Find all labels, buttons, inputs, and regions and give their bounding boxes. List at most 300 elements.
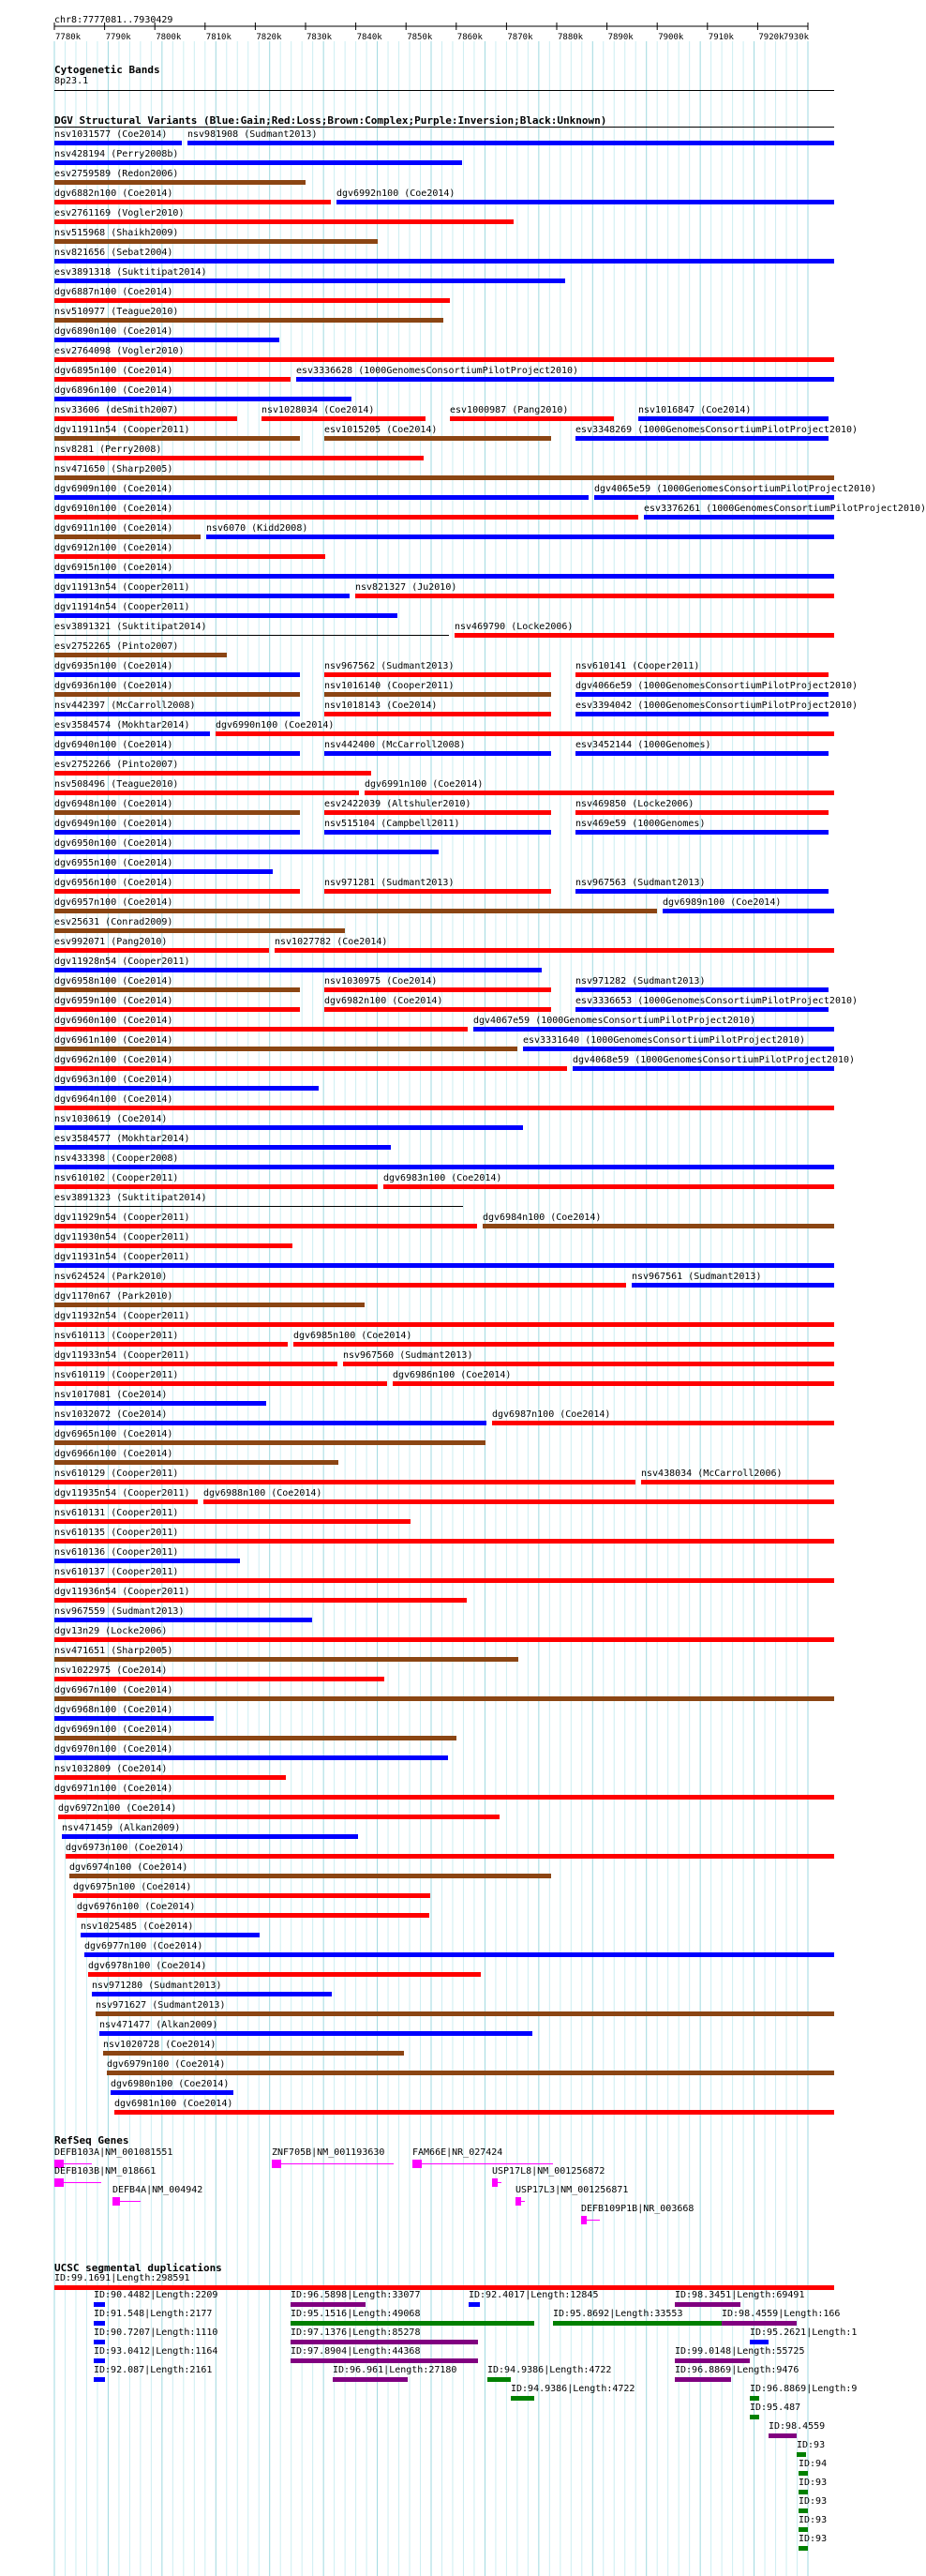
sv-bar[interactable]: [455, 633, 834, 638]
sv-label[interactable]: esv2761169 (Vogler2010): [54, 208, 185, 218]
sv-bar[interactable]: [54, 1578, 834, 1583]
sv-bar[interactable]: [54, 810, 300, 815]
sv-bar[interactable]: [54, 1106, 834, 1110]
sv-bar[interactable]: [575, 692, 829, 697]
segdup-bar[interactable]: [769, 2433, 797, 2438]
sv-bar[interactable]: [275, 948, 834, 953]
sv-label[interactable]: nsv981908 (Sudmant2013): [187, 129, 318, 140]
sv-bar[interactable]: [54, 1066, 567, 1071]
sv-bar[interactable]: [54, 456, 424, 460]
sv-label[interactable]: nsv508496 (Teague2010): [54, 779, 179, 790]
sv-bar[interactable]: [54, 495, 589, 500]
sv-bar[interactable]: [575, 1007, 829, 1012]
sv-bar[interactable]: [632, 1283, 834, 1288]
sv-label[interactable]: esv3891321 (Suktitipat2014): [54, 622, 207, 632]
sv-label[interactable]: dgv6990n100 (Coe2014): [216, 720, 335, 731]
sv-label[interactable]: nsv967560 (Sudmant2013): [343, 1350, 473, 1361]
sv-label[interactable]: dgv6964n100 (Coe2014): [54, 1094, 173, 1105]
sv-label[interactable]: dgv6978n100 (Coe2014): [88, 1961, 207, 1971]
sv-label[interactable]: dgv6968n100 (Coe2014): [54, 1705, 173, 1715]
sv-bar[interactable]: [663, 909, 834, 913]
sv-bar[interactable]: [54, 1716, 214, 1721]
segdup-bar[interactable]: [511, 2396, 534, 2401]
sv-bar[interactable]: [54, 1598, 467, 1603]
sv-bar[interactable]: [54, 397, 351, 401]
sv-bar[interactable]: [54, 987, 300, 992]
sv-bar[interactable]: [54, 1381, 387, 1386]
sv-bar[interactable]: [324, 810, 551, 815]
sv-label[interactable]: nsv610119 (Cooper2011): [54, 1370, 179, 1380]
sv-label[interactable]: dgv6980n100 (Coe2014): [111, 2079, 230, 2089]
gene-exon[interactable]: [54, 2178, 64, 2187]
sv-label[interactable]: nsv610141 (Cooper2011): [575, 661, 700, 671]
sv-bar[interactable]: [54, 1206, 463, 1207]
gene-exon[interactable]: [112, 2197, 120, 2206]
gene-exon[interactable]: [492, 2178, 498, 2187]
sv-bar[interactable]: [54, 1125, 523, 1130]
segdup-bar[interactable]: [94, 2377, 105, 2382]
sv-label[interactable]: dgv6950n100 (Coe2014): [54, 838, 173, 849]
segdup-label[interactable]: ID:97.8904|Length:44368: [291, 2346, 421, 2357]
sv-label[interactable]: nsv1016140 (Cooper2011): [324, 681, 455, 691]
sv-bar[interactable]: [641, 1480, 834, 1484]
sv-bar[interactable]: [54, 594, 350, 598]
sv-bar[interactable]: [54, 1755, 448, 1760]
segdup-label[interactable]: ID:97.1376|Length:85278: [291, 2327, 421, 2338]
sv-bar[interactable]: [54, 653, 227, 657]
segdup-bar[interactable]: [333, 2377, 408, 2382]
sv-bar[interactable]: [573, 1066, 834, 1071]
sv-label[interactable]: nsv1027782 (Coe2014): [275, 937, 388, 947]
sv-label[interactable]: nsv610136 (Cooper2011): [54, 1547, 179, 1558]
segdup-bar[interactable]: [487, 2377, 511, 2382]
sv-bar[interactable]: [54, 475, 834, 480]
sv-bar[interactable]: [54, 928, 345, 933]
sv-bar[interactable]: [54, 1775, 286, 1780]
sv-bar[interactable]: [54, 535, 201, 539]
sv-bar[interactable]: [54, 1657, 518, 1662]
segdup-label[interactable]: ID:99.0148|Length:55725: [675, 2346, 805, 2357]
segdup-label[interactable]: ID:95.487: [750, 2403, 801, 2413]
sv-label[interactable]: dgv11928n54 (Cooper2011): [54, 957, 190, 967]
sv-label[interactable]: nsv1016847 (Coe2014): [638, 405, 752, 415]
sv-bar[interactable]: [523, 1047, 834, 1051]
segdup-label[interactable]: ID:92.4017|Length:12845: [469, 2290, 599, 2300]
sv-bar[interactable]: [54, 948, 269, 953]
sv-bar[interactable]: [393, 1381, 834, 1386]
sv-bar[interactable]: [54, 1499, 198, 1504]
sv-label[interactable]: esv2764098 (Vogler2010): [54, 346, 185, 356]
sv-bar[interactable]: [54, 1283, 626, 1288]
sv-bar[interactable]: [54, 1027, 468, 1032]
sv-label[interactable]: nsv1028034 (Coe2014): [261, 405, 375, 415]
sv-label[interactable]: esv3348269 (1000GenomesConsortiumPilotProject2010): [575, 425, 859, 435]
sv-label[interactable]: esv3331640 (1000GenomesConsortiumPilotProject2010): [523, 1035, 806, 1046]
sv-label[interactable]: dgv6985n100 (Coe2014): [293, 1331, 412, 1341]
sv-bar[interactable]: [483, 1224, 834, 1228]
sv-bar[interactable]: [54, 180, 306, 185]
sv-bar[interactable]: [54, 1440, 485, 1445]
sv-bar[interactable]: [324, 672, 551, 677]
sv-label[interactable]: dgv1170n67 (Park2010): [54, 1291, 173, 1302]
sv-bar[interactable]: [54, 160, 462, 165]
segdup-bar[interactable]: [722, 2321, 797, 2326]
sv-bar[interactable]: [54, 909, 657, 913]
sv-bar[interactable]: [103, 2051, 404, 2056]
sv-label[interactable]: dgv6959n100 (Coe2014): [54, 996, 173, 1006]
sv-bar[interactable]: [84, 1952, 834, 1957]
sv-label[interactable]: nsv967559 (Sudmant2013): [54, 1606, 185, 1617]
sv-label[interactable]: dgv6957n100 (Coe2014): [54, 897, 173, 908]
sv-label[interactable]: dgv6986n100 (Coe2014): [393, 1370, 512, 1380]
segdup-label[interactable]: ID:93: [799, 2534, 828, 2544]
segdup-label[interactable]: ID:94.9386|Length:4722: [511, 2384, 635, 2394]
sv-label[interactable]: nsv610113 (Cooper2011): [54, 1331, 179, 1341]
sv-label[interactable]: nsv967562 (Sudmant2013): [324, 661, 455, 671]
sv-bar[interactable]: [575, 751, 829, 756]
sv-label[interactable]: esv3891318 (Suktitipat2014): [54, 267, 207, 278]
segdup-label[interactable]: ID:96.5898|Length:33077: [291, 2290, 421, 2300]
sv-label[interactable]: nsv442400 (McCarroll2008): [324, 740, 466, 750]
sv-label[interactable]: esv1000987 (Pang2010): [450, 405, 569, 415]
sv-label[interactable]: dgv6966n100 (Coe2014): [54, 1449, 173, 1459]
sv-bar[interactable]: [450, 416, 614, 421]
sv-bar[interactable]: [66, 1854, 834, 1859]
sv-label[interactable]: nsv610102 (Cooper2011): [54, 1173, 179, 1183]
sv-bar[interactable]: [575, 987, 829, 992]
segdup-label[interactable]: ID:96.961|Length:27180: [333, 2365, 457, 2375]
sv-label[interactable]: nsv1031577 (Coe2014): [54, 129, 168, 140]
sv-label[interactable]: dgv6989n100 (Coe2014): [663, 897, 782, 908]
sv-bar[interactable]: [54, 1677, 384, 1681]
segdup-label[interactable]: ID:96.8869|Length:9: [750, 2384, 858, 2394]
sv-bar[interactable]: [54, 1696, 834, 1701]
sv-label[interactable]: esv2759589 (Redon2006): [54, 169, 179, 179]
segdup-bar[interactable]: [750, 2396, 759, 2401]
sv-label[interactable]: dgv6976n100 (Coe2014): [77, 1902, 196, 1912]
segdup-bar[interactable]: [750, 2340, 769, 2344]
segdup-label[interactable]: ID:94: [799, 2459, 828, 2469]
segdup-label[interactable]: ID:98.4559|Length:166: [722, 2309, 841, 2319]
sv-label[interactable]: dgv11932n54 (Cooper2011): [54, 1311, 190, 1321]
sv-bar[interactable]: [107, 2071, 834, 2075]
sv-label[interactable]: nsv510977 (Teague2010): [54, 307, 179, 317]
sv-label[interactable]: dgv4065e59 (1000GenomesConsortiumPilotProject2010): [594, 484, 877, 494]
sv-bar[interactable]: [575, 712, 829, 716]
sv-label[interactable]: dgv6958n100 (Coe2014): [54, 976, 173, 987]
sv-bar[interactable]: [54, 1322, 834, 1327]
sv-bar[interactable]: [54, 1342, 288, 1347]
segdup-bar[interactable]: [94, 2302, 105, 2307]
sv-label[interactable]: esv992071 (Pang2010): [54, 937, 168, 947]
sv-label[interactable]: nsv1032072 (Coe2014): [54, 1409, 168, 1420]
sv-label[interactable]: dgv6896n100 (Coe2014): [54, 385, 173, 396]
sv-label[interactable]: nsv967563 (Sudmant2013): [575, 878, 706, 888]
segdup-bar[interactable]: [750, 2415, 759, 2419]
gene-label[interactable]: DEFB109P1B|NR_003668: [581, 2204, 694, 2214]
segdup-label[interactable]: ID:94.9386|Length:4722: [487, 2365, 612, 2375]
sv-bar[interactable]: [111, 2090, 233, 2095]
sv-label[interactable]: dgv4067e59 (1000GenomesConsortiumPilotProject2010): [473, 1016, 756, 1026]
gene-label[interactable]: ZNF705B|NM_001193630: [272, 2147, 385, 2158]
segdup-label[interactable]: ID:90.7207|Length:1110: [94, 2327, 218, 2338]
sv-label[interactable]: nsv821327 (Ju2010): [355, 582, 457, 593]
sv-label[interactable]: nsv971627 (Sudmant2013): [96, 2000, 226, 2011]
sv-bar[interactable]: [575, 810, 829, 815]
sv-bar[interactable]: [216, 731, 834, 736]
sv-bar[interactable]: [54, 1539, 834, 1544]
segdup-bar[interactable]: [799, 2471, 808, 2476]
segdup-label[interactable]: ID:93: [799, 2515, 828, 2525]
sv-label[interactable]: nsv1025485 (Coe2014): [81, 1921, 194, 1932]
sv-bar[interactable]: [99, 2031, 532, 2036]
sv-bar[interactable]: [54, 968, 542, 972]
segdup-bar[interactable]: [799, 2546, 808, 2551]
sv-label[interactable]: dgv6988n100 (Coe2014): [203, 1488, 322, 1499]
segdup-bar[interactable]: [553, 2321, 740, 2326]
segdup-bar[interactable]: [469, 2302, 480, 2307]
sv-bar[interactable]: [54, 1480, 635, 1484]
segdup-bar[interactable]: [797, 2452, 806, 2457]
sv-bar[interactable]: [54, 554, 325, 559]
sv-label[interactable]: nsv971280 (Sudmant2013): [92, 1981, 222, 1991]
sv-label[interactable]: dgv11911n54 (Cooper2011): [54, 425, 190, 435]
sv-label[interactable]: dgv6972n100 (Coe2014): [58, 1803, 177, 1814]
sv-label[interactable]: dgv11931n54 (Cooper2011): [54, 1252, 190, 1262]
sv-label[interactable]: nsv433398 (Cooper2008): [54, 1153, 179, 1164]
segdup-bar[interactable]: [799, 2508, 808, 2513]
sv-label[interactable]: dgv6895n100 (Coe2014): [54, 366, 173, 376]
sv-label[interactable]: esv3891323 (Suktitipat2014): [54, 1193, 207, 1203]
sv-label[interactable]: nsv610129 (Cooper2011): [54, 1469, 179, 1479]
sv-label[interactable]: nsv821656 (Sebat2004): [54, 248, 173, 258]
sv-bar[interactable]: [54, 635, 449, 636]
sv-label[interactable]: dgv6948n100 (Coe2014): [54, 799, 173, 809]
sv-label[interactable]: esv2752266 (Pinto2007): [54, 760, 179, 770]
sv-label[interactable]: dgv6977n100 (Coe2014): [84, 1941, 203, 1951]
sv-label[interactable]: dgv6983n100 (Coe2014): [383, 1173, 502, 1183]
sv-label[interactable]: dgv6967n100 (Coe2014): [54, 1685, 173, 1695]
sv-bar[interactable]: [324, 712, 551, 716]
sv-label[interactable]: nsv442397 (McCarroll2008): [54, 700, 196, 711]
segdup-bar[interactable]: [675, 2302, 740, 2307]
sv-bar[interactable]: [54, 1145, 391, 1150]
segdup-label[interactable]: ID:91.548|Length:2177: [94, 2309, 213, 2319]
sv-bar[interactable]: [492, 1421, 834, 1425]
sv-label[interactable]: dgv6960n100 (Coe2014): [54, 1016, 173, 1026]
sv-bar[interactable]: [77, 1913, 429, 1918]
segdup-bar[interactable]: [291, 2302, 366, 2307]
segdup-bar[interactable]: [675, 2377, 731, 2382]
sv-bar[interactable]: [54, 1243, 292, 1248]
sv-bar[interactable]: [73, 1893, 430, 1898]
segdup-bar[interactable]: [94, 2340, 105, 2344]
gene-exon[interactable]: [581, 2216, 587, 2224]
sv-label[interactable]: esv2752265 (Pinto2007): [54, 641, 179, 652]
sv-bar[interactable]: [54, 731, 210, 736]
segdup-bar[interactable]: [94, 2321, 105, 2326]
sv-label[interactable]: dgv6962n100 (Coe2014): [54, 1055, 173, 1065]
sv-label[interactable]: nsv610131 (Cooper2011): [54, 1508, 179, 1518]
sv-label[interactable]: esv3584574 (Mokhtar2014): [54, 720, 190, 731]
sv-label[interactable]: dgv6912n100 (Coe2014): [54, 543, 173, 553]
sv-bar[interactable]: [365, 791, 834, 795]
sv-label[interactable]: dgv6949n100 (Coe2014): [54, 819, 173, 829]
sv-bar[interactable]: [54, 259, 834, 264]
sv-label[interactable]: dgv6991n100 (Coe2014): [365, 779, 484, 790]
sv-bar[interactable]: [54, 1047, 517, 1051]
sv-bar[interactable]: [54, 200, 331, 204]
sv-bar[interactable]: [54, 751, 300, 756]
sv-bar[interactable]: [54, 141, 182, 145]
sv-bar[interactable]: [296, 377, 834, 382]
sv-label[interactable]: dgv6965n100 (Coe2014): [54, 1429, 173, 1439]
segdup-label[interactable]: ID:93.0412|Length:1164: [94, 2346, 218, 2357]
sv-label[interactable]: nsv1020728 (Coe2014): [103, 2040, 217, 2050]
sv-bar[interactable]: [383, 1184, 834, 1189]
sv-label[interactable]: dgv6936n100 (Coe2014): [54, 681, 173, 691]
sv-label[interactable]: nsv624524 (Park2010): [54, 1272, 168, 1282]
sv-bar[interactable]: [114, 2110, 834, 2115]
sv-label[interactable]: nsv471477 (Alkan2009): [99, 2020, 218, 2030]
segdup-label[interactable]: ID:92.087|Length:2161: [94, 2365, 213, 2375]
sv-bar[interactable]: [54, 515, 638, 520]
sv-label[interactable]: dgv11935n54 (Cooper2011): [54, 1488, 190, 1499]
sv-bar[interactable]: [473, 1027, 834, 1032]
sv-bar[interactable]: [54, 1401, 266, 1406]
sv-label[interactable]: dgv6955n100 (Coe2014): [54, 858, 173, 868]
sv-label[interactable]: dgv6911n100 (Coe2014): [54, 523, 173, 534]
segdup-label[interactable]: ID:99.1691|Length:298591: [54, 2273, 190, 2283]
sv-bar[interactable]: [54, 869, 273, 874]
sv-label[interactable]: dgv6982n100 (Coe2014): [324, 996, 443, 1006]
sv-label[interactable]: nsv515104 (Campbell2011): [324, 819, 460, 829]
sv-bar[interactable]: [261, 416, 426, 421]
sv-label[interactable]: nsv1032809 (Coe2014): [54, 1764, 168, 1774]
sv-label[interactable]: esv3376261 (1000GenomesConsortiumPilotProject2010): [644, 504, 926, 514]
sv-label[interactable]: esv3394042 (1000GenomesConsortiumPilotProject2010): [575, 700, 859, 711]
sv-bar[interactable]: [343, 1362, 834, 1366]
sv-bar[interactable]: [69, 1874, 551, 1878]
sv-bar[interactable]: [324, 830, 551, 835]
sv-bar[interactable]: [96, 2011, 834, 2016]
sv-label[interactable]: dgv13n29 (Locke2006): [54, 1626, 168, 1636]
sv-label[interactable]: nsv6070 (Kidd2008): [206, 523, 308, 534]
segdup-bar[interactable]: [291, 2321, 534, 2326]
sv-label[interactable]: nsv971282 (Sudmant2013): [575, 976, 706, 987]
sv-label[interactable]: dgv6909n100 (Coe2014): [54, 484, 173, 494]
sv-bar[interactable]: [54, 1303, 365, 1307]
gene-label[interactable]: DEFB103A|NM_001081551: [54, 2147, 173, 2158]
sv-label[interactable]: nsv471650 (Sharp2005): [54, 464, 173, 475]
gene-exon[interactable]: [412, 2160, 422, 2168]
sv-label[interactable]: nsv610135 (Cooper2011): [54, 1528, 179, 1538]
sv-label[interactable]: nsv471459 (Alkan2009): [62, 1823, 181, 1833]
sv-bar[interactable]: [293, 1342, 834, 1347]
sv-bar[interactable]: [81, 1933, 260, 1937]
sv-bar[interactable]: [54, 672, 300, 677]
sv-label[interactable]: dgv6935n100 (Coe2014): [54, 661, 173, 671]
sv-label[interactable]: nsv471651 (Sharp2005): [54, 1646, 173, 1656]
sv-bar[interactable]: [92, 1992, 332, 1996]
sv-label[interactable]: dgv11914n54 (Cooper2011): [54, 602, 190, 612]
sv-label[interactable]: dgv6984n100 (Coe2014): [483, 1213, 602, 1223]
segdup-label[interactable]: ID:90.4482|Length:2209: [94, 2290, 218, 2300]
sv-label[interactable]: esv3336653 (1000GenomesConsortiumPilotProject2010): [575, 996, 859, 1006]
sv-label[interactable]: esv2422039 (Altshuler2010): [324, 799, 471, 809]
segdup-label[interactable]: ID:93: [799, 2478, 828, 2488]
sv-bar[interactable]: [54, 416, 237, 421]
sv-bar[interactable]: [54, 239, 378, 244]
sv-label[interactable]: dgv6956n100 (Coe2014): [54, 878, 173, 888]
sv-label[interactable]: dgv11933n54 (Cooper2011): [54, 1350, 190, 1361]
sv-label[interactable]: dgv6975n100 (Coe2014): [73, 1882, 192, 1892]
sv-bar[interactable]: [54, 338, 279, 342]
sv-bar[interactable]: [54, 1086, 319, 1091]
gene-label[interactable]: DEFB103B|NM_018661: [54, 2166, 157, 2177]
sv-bar[interactable]: [54, 279, 565, 283]
sv-label[interactable]: nsv8281 (Perry2008): [54, 444, 162, 455]
segdup-bar[interactable]: [291, 2340, 478, 2344]
sv-bar[interactable]: [324, 987, 551, 992]
gene-label[interactable]: DEFB4A|NM_004942: [112, 2185, 203, 2195]
sv-label[interactable]: dgv6910n100 (Coe2014): [54, 504, 173, 514]
sv-bar[interactable]: [336, 200, 834, 204]
sv-bar[interactable]: [324, 889, 551, 894]
sv-bar[interactable]: [594, 495, 834, 500]
sv-label[interactable]: dgv6890n100 (Coe2014): [54, 326, 173, 337]
sv-label[interactable]: dgv11929n54 (Cooper2011): [54, 1213, 190, 1223]
sv-bar[interactable]: [54, 298, 450, 303]
sv-label[interactable]: dgv6973n100 (Coe2014): [66, 1843, 185, 1853]
sv-bar[interactable]: [54, 1165, 834, 1169]
segdup-label[interactable]: ID:95.1516|Length:49068: [291, 2309, 421, 2319]
sv-label[interactable]: dgv6969n100 (Coe2014): [54, 1725, 173, 1735]
sv-label[interactable]: nsv469e59 (1000Genomes): [575, 819, 706, 829]
sv-bar[interactable]: [54, 1559, 240, 1563]
sv-label[interactable]: nsv1017081 (Coe2014): [54, 1390, 168, 1400]
segdup-label[interactable]: ID:95.2621|Length:1: [750, 2327, 858, 2338]
sv-bar[interactable]: [324, 1007, 551, 1012]
sv-label[interactable]: dgv6882n100 (Coe2014): [54, 188, 173, 199]
sv-bar[interactable]: [206, 535, 834, 539]
sv-bar[interactable]: [54, 613, 397, 618]
sv-label[interactable]: dgv6940n100 (Coe2014): [54, 740, 173, 750]
sv-bar[interactable]: [54, 1795, 834, 1800]
sv-bar[interactable]: [54, 1184, 378, 1189]
sv-label[interactable]: dgv6971n100 (Coe2014): [54, 1784, 173, 1794]
sv-label[interactable]: nsv515968 (Shaikh2009): [54, 228, 179, 238]
gene-label[interactable]: FAM66E|NR_027424: [412, 2147, 503, 2158]
segdup-bar[interactable]: [799, 2490, 808, 2494]
sv-bar[interactable]: [58, 1815, 500, 1819]
sv-bar[interactable]: [54, 436, 300, 441]
sv-label[interactable]: nsv1022975 (Coe2014): [54, 1665, 168, 1676]
sv-bar[interactable]: [324, 692, 551, 697]
sv-label[interactable]: dgv6963n100 (Coe2014): [54, 1075, 173, 1085]
segdup-bar[interactable]: [94, 2358, 105, 2363]
sv-bar[interactable]: [54, 850, 439, 854]
sv-label[interactable]: esv1015205 (Coe2014): [324, 425, 438, 435]
sv-bar[interactable]: [644, 515, 834, 520]
gene-label[interactable]: USP17L3|NM_001256871: [515, 2185, 629, 2195]
sv-bar[interactable]: [54, 712, 300, 716]
gene-exon[interactable]: [272, 2160, 281, 2168]
gene-exon[interactable]: [515, 2197, 521, 2206]
sv-bar[interactable]: [54, 1736, 456, 1740]
sv-bar[interactable]: [54, 830, 300, 835]
sv-label[interactable]: dgv11930n54 (Cooper2011): [54, 1232, 190, 1243]
